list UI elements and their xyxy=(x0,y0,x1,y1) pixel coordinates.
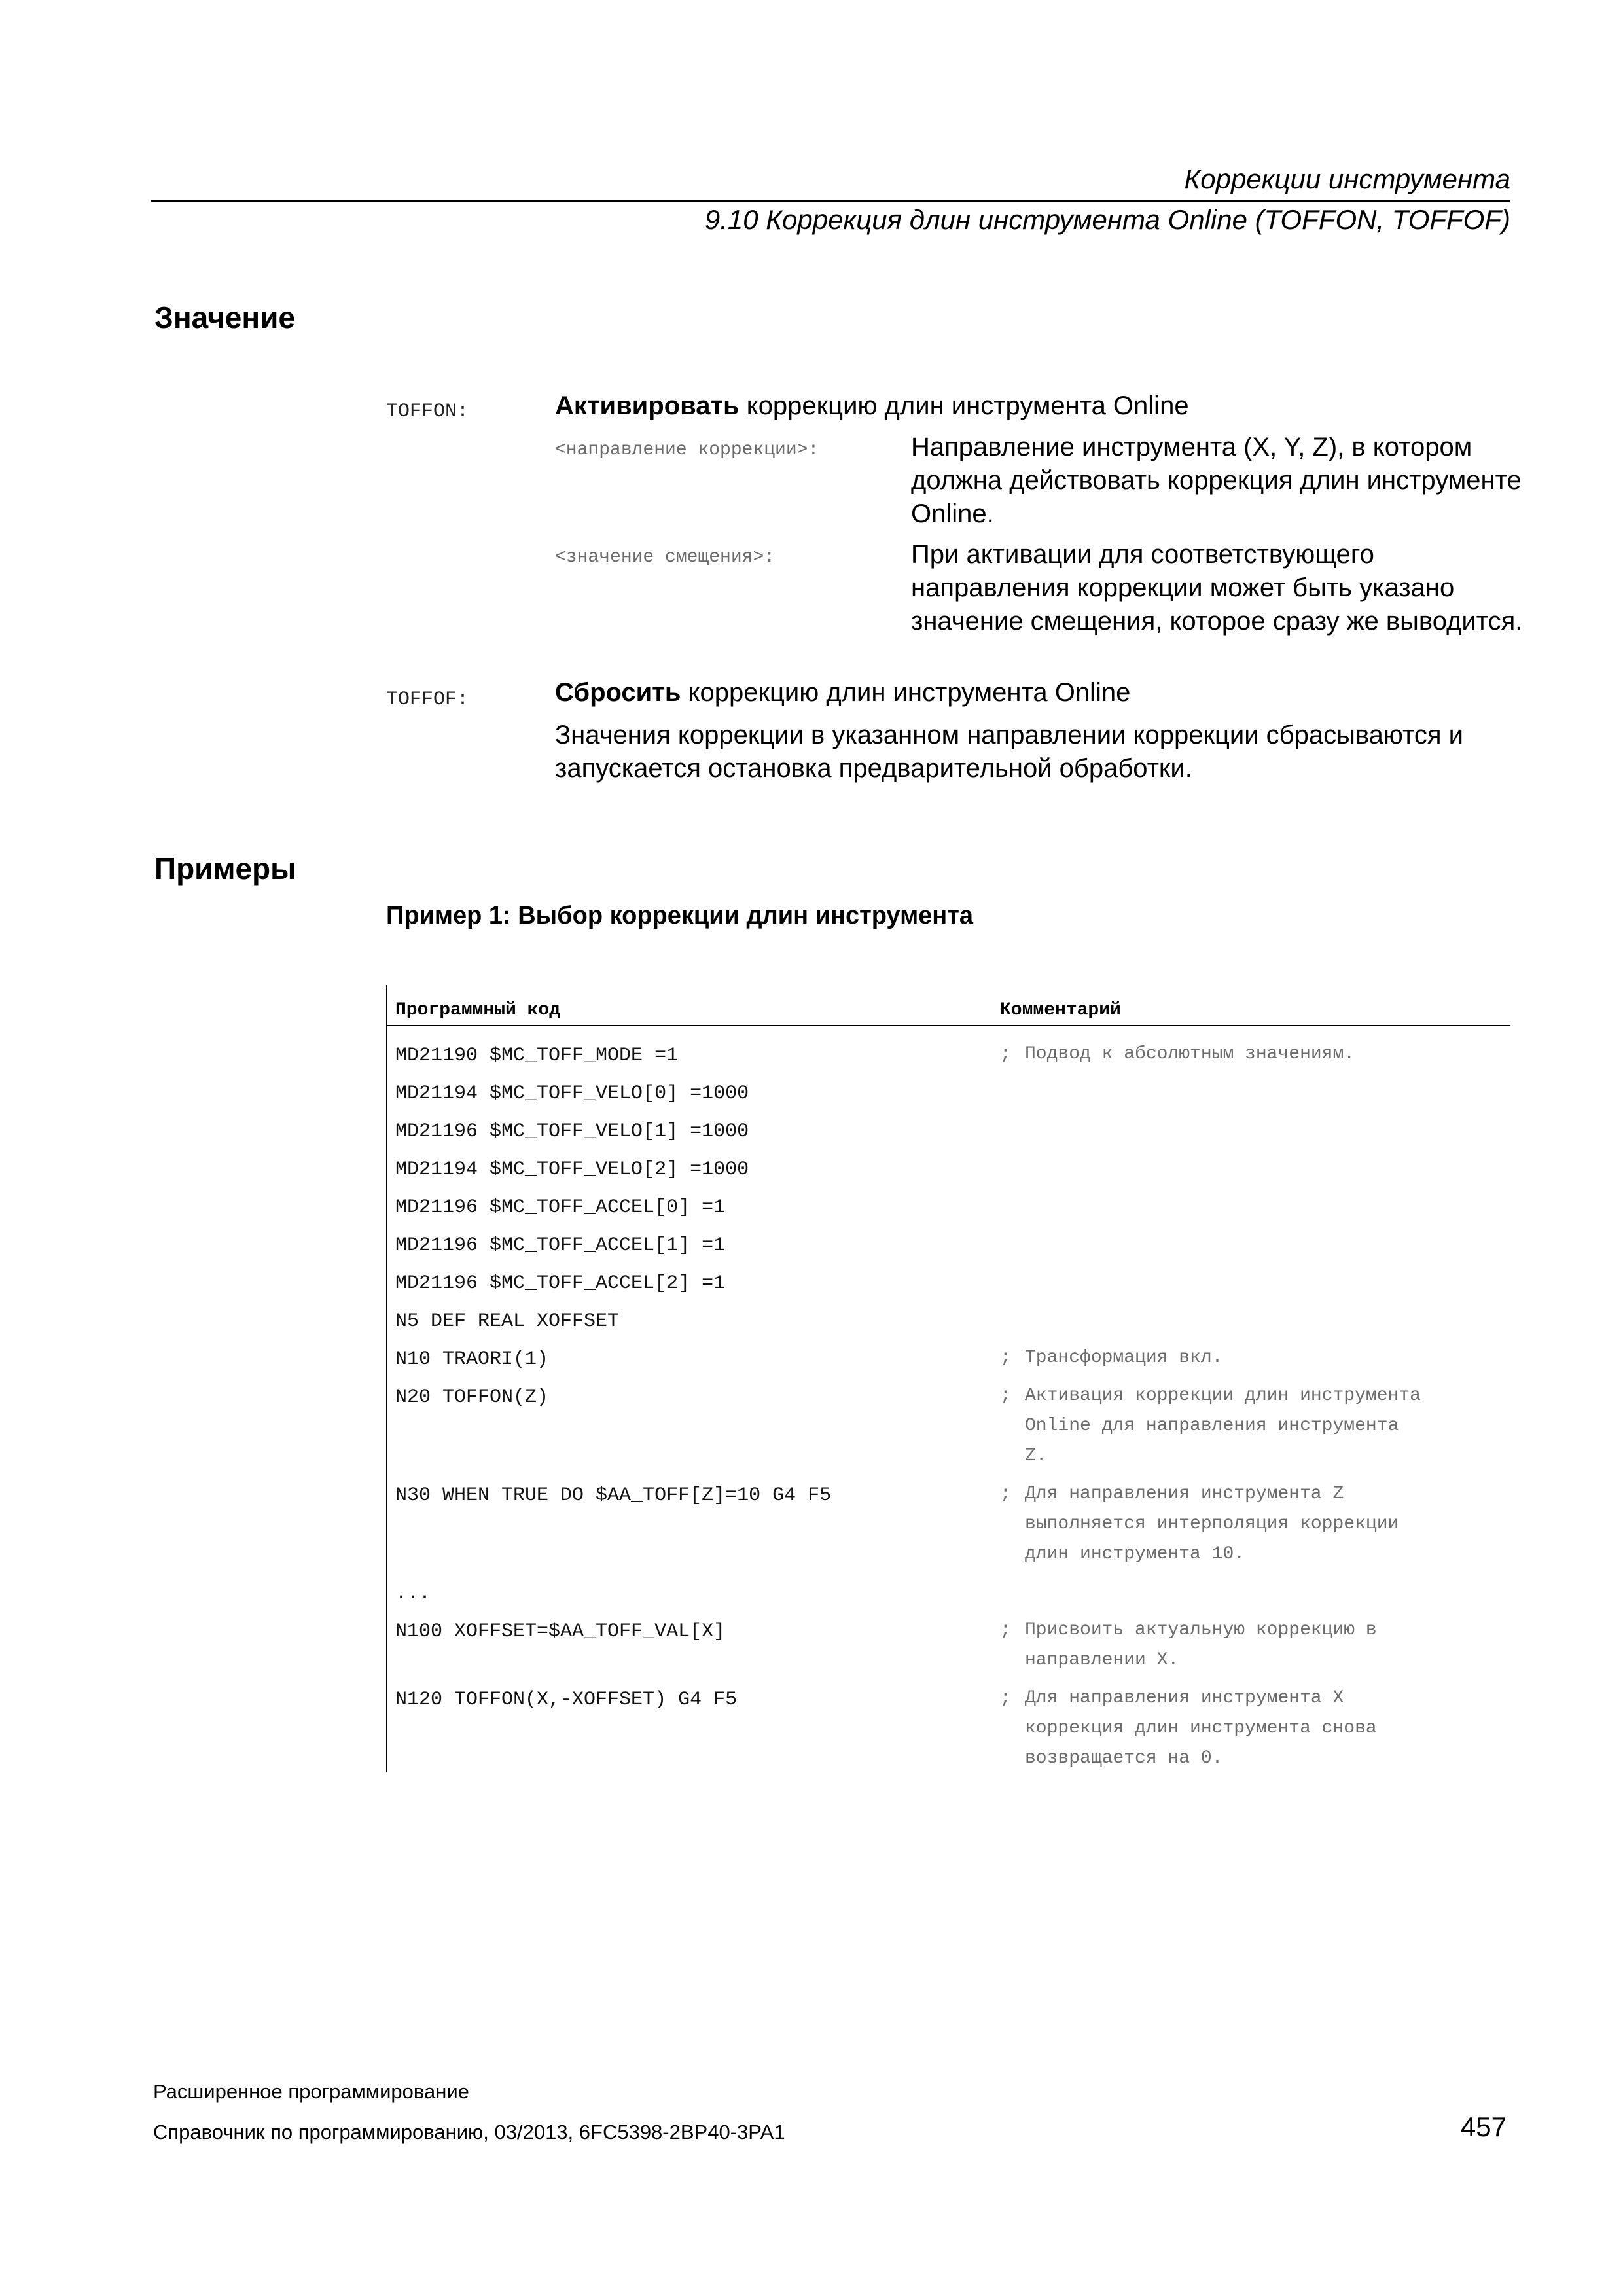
toffon-action: Активировать xyxy=(555,391,740,420)
code-comment xyxy=(1000,1343,1524,1373)
code-line: N100 XOFFSET=$AA_TOFF_VAL[X] xyxy=(395,1621,726,1643)
comment-line: ; Подвод к абсолютным значениям. xyxy=(1000,1044,1355,1064)
toffon-description xyxy=(555,391,1189,421)
code-line: MD21190 $MC_TOFF_MODE =1 xyxy=(395,1045,679,1067)
keyword-toffon: TOFFON: xyxy=(386,401,469,423)
running-header-chapter: Коррекции инструмента xyxy=(1184,164,1510,194)
param-offset-value: <значение смещения>: xyxy=(555,547,776,567)
code-comment xyxy=(1000,1615,1524,1676)
comment-line: ; Трансформация вкл. xyxy=(1000,1348,1223,1368)
code-line: ... xyxy=(395,1583,431,1605)
section-heading-meaning: Значение xyxy=(154,300,295,334)
example-1-title: Пример 1: Выбор коррекции длин инструмента xyxy=(386,902,974,929)
code-comment xyxy=(1000,1381,1524,1471)
comment-line: выполняется интерполяция коррекции xyxy=(1025,1514,1399,1534)
toffof-action: Сбросить xyxy=(555,678,681,707)
footer-reference: Справочник по программированию, 03/2013, 6FC5398-2BP40-3PA1 xyxy=(153,2121,785,2144)
code-line: N30 WHEN TRUE DO $AA_TOFF[Z]=10 G4 F5 xyxy=(395,1484,832,1507)
code-line: MD21196 $MC_TOFF_ACCEL[2] =1 xyxy=(395,1272,726,1295)
comment-line: ; Активация коррекции длин инструмента xyxy=(1000,1386,1421,1406)
code-line: MD21196 $MC_TOFF_ACCEL[1] =1 xyxy=(395,1234,726,1257)
param-offset-value-desc: При активации для соответствующего направления коррекции может быть указано значение смещения, которое сразу же выводится. xyxy=(911,540,1523,636)
page-number: 457 xyxy=(1460,2111,1507,2142)
keyword-toffof: TOFFOF: xyxy=(386,689,469,711)
comment-line: ; Для направления инструмента X xyxy=(1000,1688,1344,1708)
table-header-rule xyxy=(386,1025,1510,1026)
code-line: N120 TOFFON(X,-XOFFSET) G4 F5 xyxy=(395,1689,738,1711)
comment-line: длин инструмента 10. xyxy=(1025,1544,1245,1564)
code-line: N5 DEF REAL XOFFSET xyxy=(395,1310,620,1333)
running-header-section: 9.10 Коррекция длин инструмента Online (TOFFON, TOFFOF) xyxy=(704,204,1510,235)
code-comment xyxy=(1000,1039,1524,1069)
footer-book-title: Расширенное программирование xyxy=(153,2080,469,2103)
toffof-description xyxy=(555,678,1130,708)
param-correction-direction-desc: Направление инструмента (X, Y, Z), в котором должна действовать коррекция длин инструменте Online. xyxy=(911,433,1522,528)
code-comment xyxy=(1000,1479,1524,1570)
param-correction-direction: <направление коррекции>: xyxy=(555,440,819,460)
comment-line: Z. xyxy=(1025,1446,1047,1466)
code-line: MD21196 $MC_TOFF_ACCEL[0] =1 xyxy=(395,1196,726,1219)
comment-line: направлении X. xyxy=(1025,1650,1179,1670)
table-left-rule xyxy=(386,985,387,1772)
header-rule xyxy=(151,200,1510,202)
code-line: MD21196 $MC_TOFF_VELO[1] =1000 xyxy=(395,1121,749,1143)
comment-line: Online для направления инструмента xyxy=(1025,1416,1399,1436)
comment-line: ; Присвоить актуальную коррекцию в xyxy=(1000,1620,1377,1640)
comment-line: ; Для направления инструмента Z xyxy=(1000,1484,1344,1504)
toffof-lead-text: коррекцию длин инструмента Online xyxy=(681,678,1131,707)
code-line: MD21194 $MC_TOFF_VELO[2] =1000 xyxy=(395,1158,749,1181)
section-heading-examples: Примеры xyxy=(154,852,296,886)
comment-line: возвращается на 0. xyxy=(1025,1748,1223,1768)
code-comment xyxy=(1000,1683,1524,1774)
toffon-lead-text: коррекцию длин инструмента Online xyxy=(739,391,1189,420)
column-header-code: Программный код xyxy=(395,1000,561,1020)
comment-line: коррекция длин инструмента снова xyxy=(1025,1718,1377,1738)
column-header-comment: Комментарий xyxy=(1000,1000,1121,1020)
toffof-body: Значения коррекции в указанном направлении коррекции сбрасываются и запускается остановка предварительной обработки. xyxy=(555,721,1463,783)
code-line: MD21194 $MC_TOFF_VELO[0] =1000 xyxy=(395,1083,749,1105)
code-line: N10 TRAORI(1) xyxy=(395,1348,549,1371)
code-line: N20 TOFFON(Z) xyxy=(395,1386,549,1408)
